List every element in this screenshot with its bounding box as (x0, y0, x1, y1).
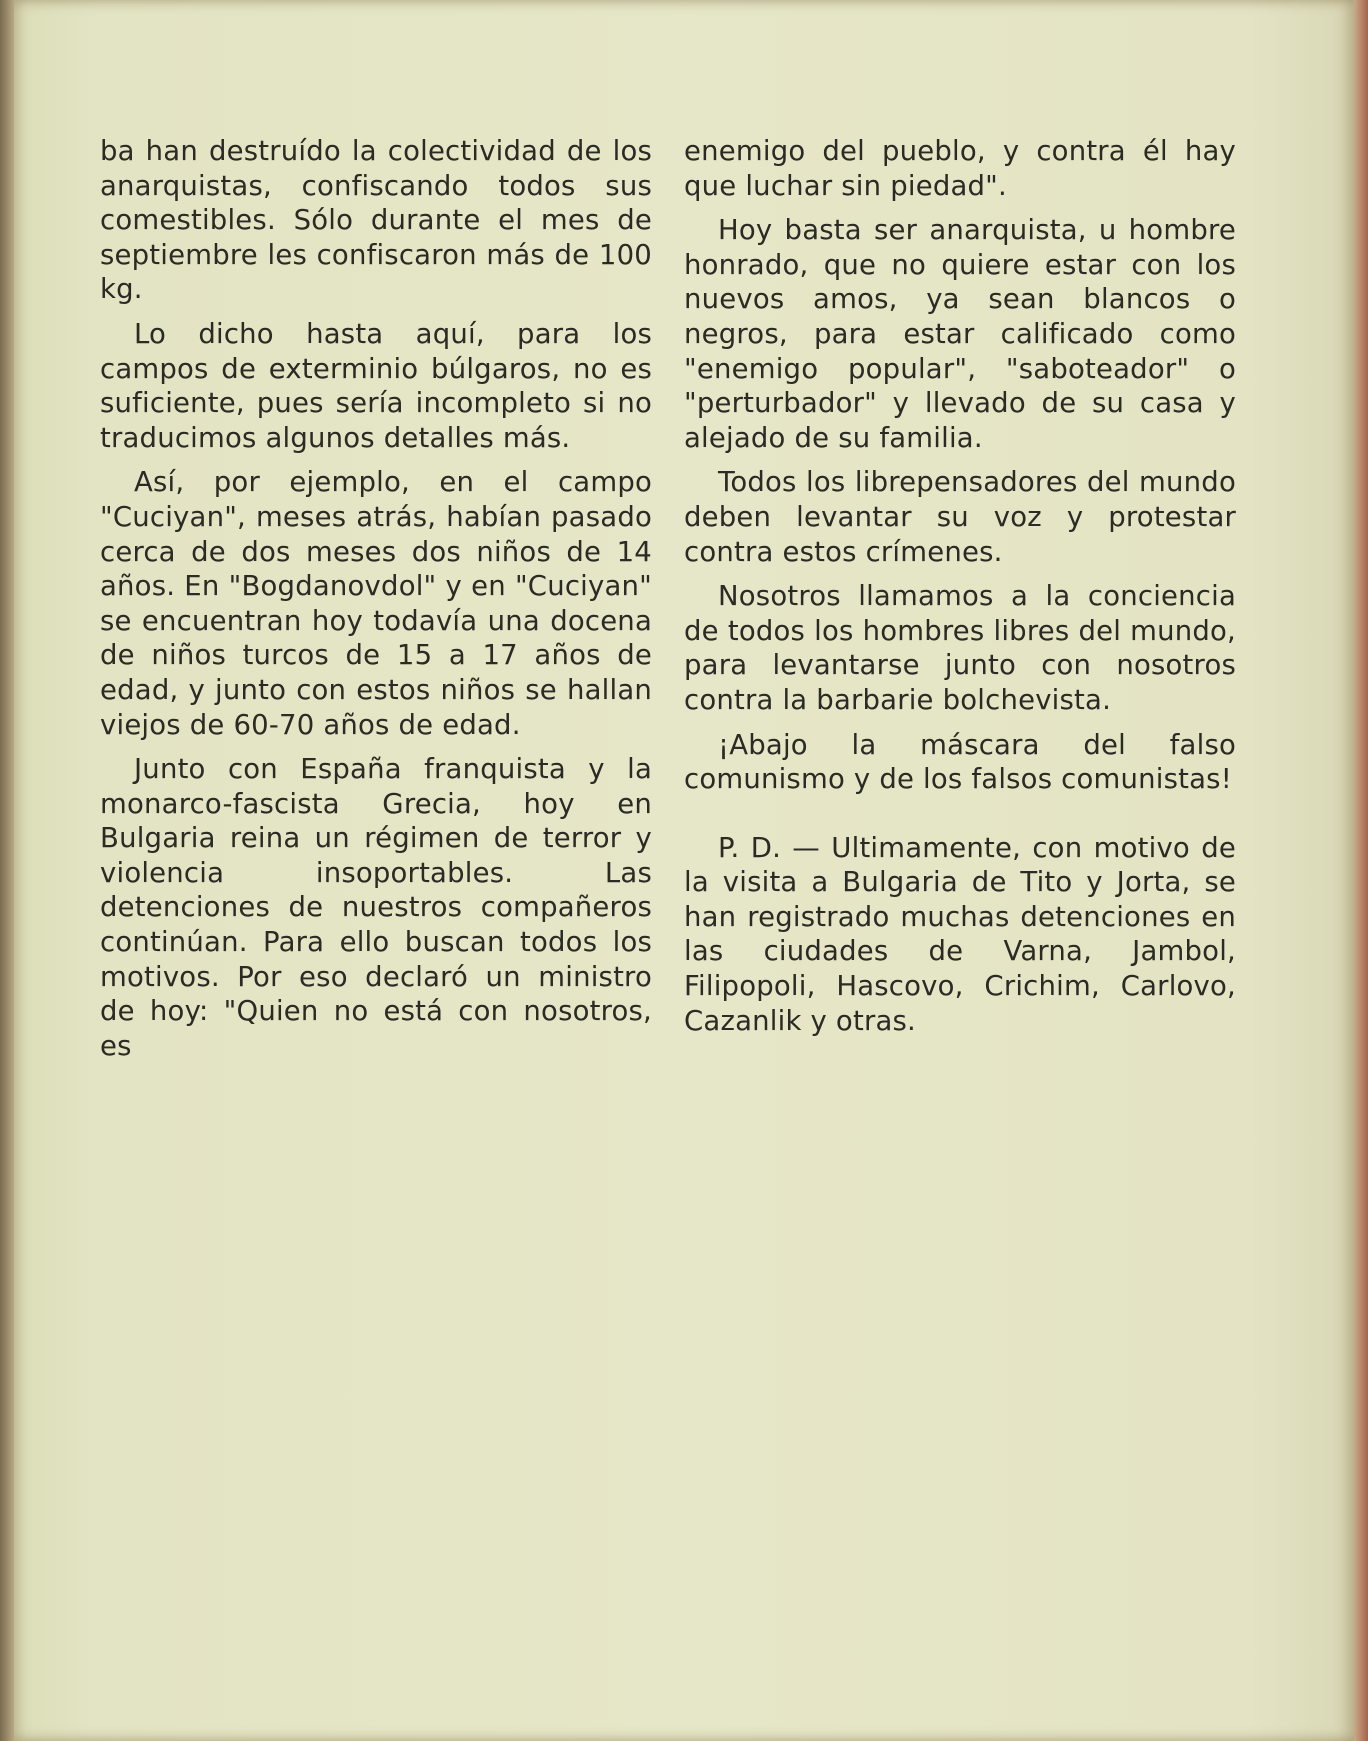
book-page (14, 0, 1356, 1741)
paragraph: Nosotros llamamos a la conciencia de todos los hombres libres del mundo, para levantarse junto con nosotros contra la barbarie bolchevista. (684, 580, 1236, 716)
paragraph: enemigo del pueblo, y contra él hay que luchar sin piedad". (684, 135, 1236, 202)
left-text-column (100, 134, 652, 1073)
paragraph: Así, por ejemplo, en el campo "Cuciyan", meses atrás, habían pasado cerca de dos meses dos niños de 14 años. En "Bogdanovdol" y en "Cuciyan" se encuentran hoy todavía una docena de niños turcos de 15 a 17 años de edad, y junto con estos niños se hallan viejos de 60-70 años de edad. (100, 466, 652, 741)
paragraph: Todos los librepensadores del mundo deben levantar su voz y protestar contra estos crímenes. (684, 466, 1236, 568)
paragraph: ba han destruído la colectividad de los anarquistas, confiscando todos sus comestibles. Sólo durante el mes de septiembre les confiscaron más de 100 kg. (100, 135, 652, 306)
paragraph: ¡Abajo la máscara del falso comunismo y de los falsos comunistas! (684, 728, 1236, 796)
postscript-paragraph: P. D. — Ultimamente, con motivo de la visita a Bulgaria de Tito y Jorta, se han registrado muchas detenciones en las ciudades de Varna, Jambol, Filipopoli, Hascovo, Crichim, Carlovo, Cazanlik y otras. (684, 831, 1236, 1037)
page-edge (1354, 0, 1368, 1741)
paragraph: Hoy basta ser anarquista, u hombre honrado, que no quiere estar con los nuevos amos, ya sean blancos o negros, para estar calificado como "enemigo popular", "saboteador" o "perturbador" y llevado de su casa y alejado de su familia. (684, 214, 1236, 454)
paragraph: Junto con España franquista y la monarco-fascista Grecia, hoy en Bulgaria reina un régimen de terror y violencia insoportables. Las detenciones de nuestros compañeros continúan. Para ello buscan todos los motivos. Por eso declaró un ministro de hoy: "Quien no está con nosotros, es (100, 753, 652, 1062)
right-text-column (684, 134, 1236, 1048)
book-spine (0, 0, 14, 1741)
paragraph: Lo dicho hasta aquí, para los campos de exterminio búlgaros, no es suficiente, pues sería incompleto si no traducimos algunos detalles más. (100, 317, 652, 454)
